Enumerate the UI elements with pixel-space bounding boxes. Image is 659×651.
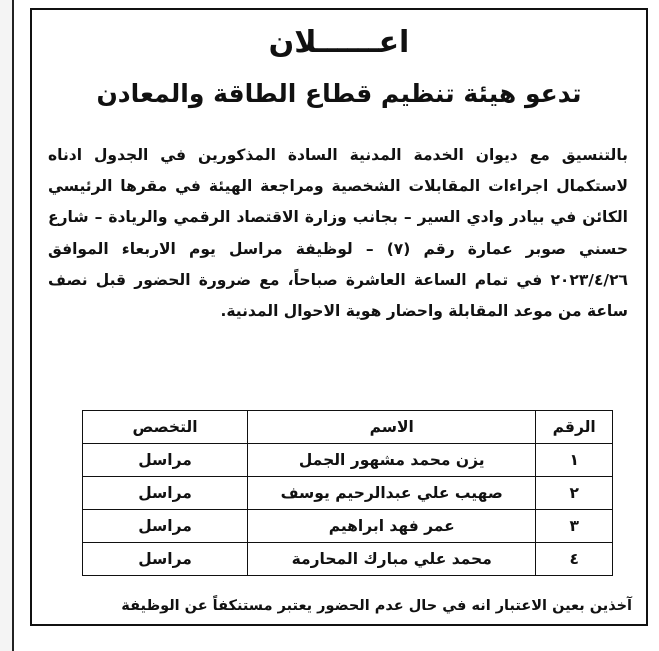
row-specialty: مراسل: [83, 543, 248, 576]
row-name: صهيب علي عبدالرحيم يوسف: [248, 477, 536, 510]
row-number: ٣: [536, 510, 613, 543]
page-edge-strip: [0, 0, 14, 651]
header-name: الاسم: [248, 411, 536, 444]
row-number: ٤: [536, 543, 613, 576]
row-specialty: مراسل: [83, 477, 248, 510]
row-name: محمد علي مبارك المحارمة: [248, 543, 536, 576]
candidates-table: [82, 410, 613, 576]
table-row: [83, 444, 613, 477]
header-specialty: التخصص: [83, 411, 248, 444]
table-row: [83, 477, 613, 510]
row-specialty: مراسل: [83, 444, 248, 477]
announcement-subtitle: تدعو هيئة تنظيم قطاع الطاقة والمعادن: [96, 79, 582, 108]
announcement-body: بالتنسيق مع ديوان الخدمة المدنية السادة المذكورين في الجدول ادناه لاستكمال اجراءات المقابلات الشخصية ومراجعة الهيئة في مقرها الرئيسي الكائن في بيادر وادي السير – بجانب وزارة الاقتصاد الرقمي والريادة – شارع حسني صوبر عمارة رقم (٧) – لوظيفة مراسل يوم الاربعاء الموافق ٢٠٢٣/٤/٢٦ في تمام الساعة العاشرة صباحاً، مع ضرورة الحضور قبل نصف ساعة من موعد المقابلة واحضار هوية الاحوال المدنية.: [48, 146, 628, 321]
table-row: [83, 543, 613, 576]
row-name: عمر فهد ابراهيم: [248, 510, 536, 543]
row-number: ١: [536, 444, 613, 477]
announcement-footnote: آخذين بعين الاعتبار انه في حال عدم الحضور يعتبر مستنكفاً عن الوظيفة: [121, 598, 632, 614]
table-row: [83, 510, 613, 543]
header-number: الرقم: [536, 411, 613, 444]
table-header-row: [83, 411, 613, 444]
row-name: يزن محمد مشهور الجمل: [248, 444, 536, 477]
announcement-box: [30, 8, 648, 626]
row-number: ٢: [536, 477, 613, 510]
row-specialty: مراسل: [83, 510, 248, 543]
announcement-title: اعــــــلان: [268, 25, 410, 60]
